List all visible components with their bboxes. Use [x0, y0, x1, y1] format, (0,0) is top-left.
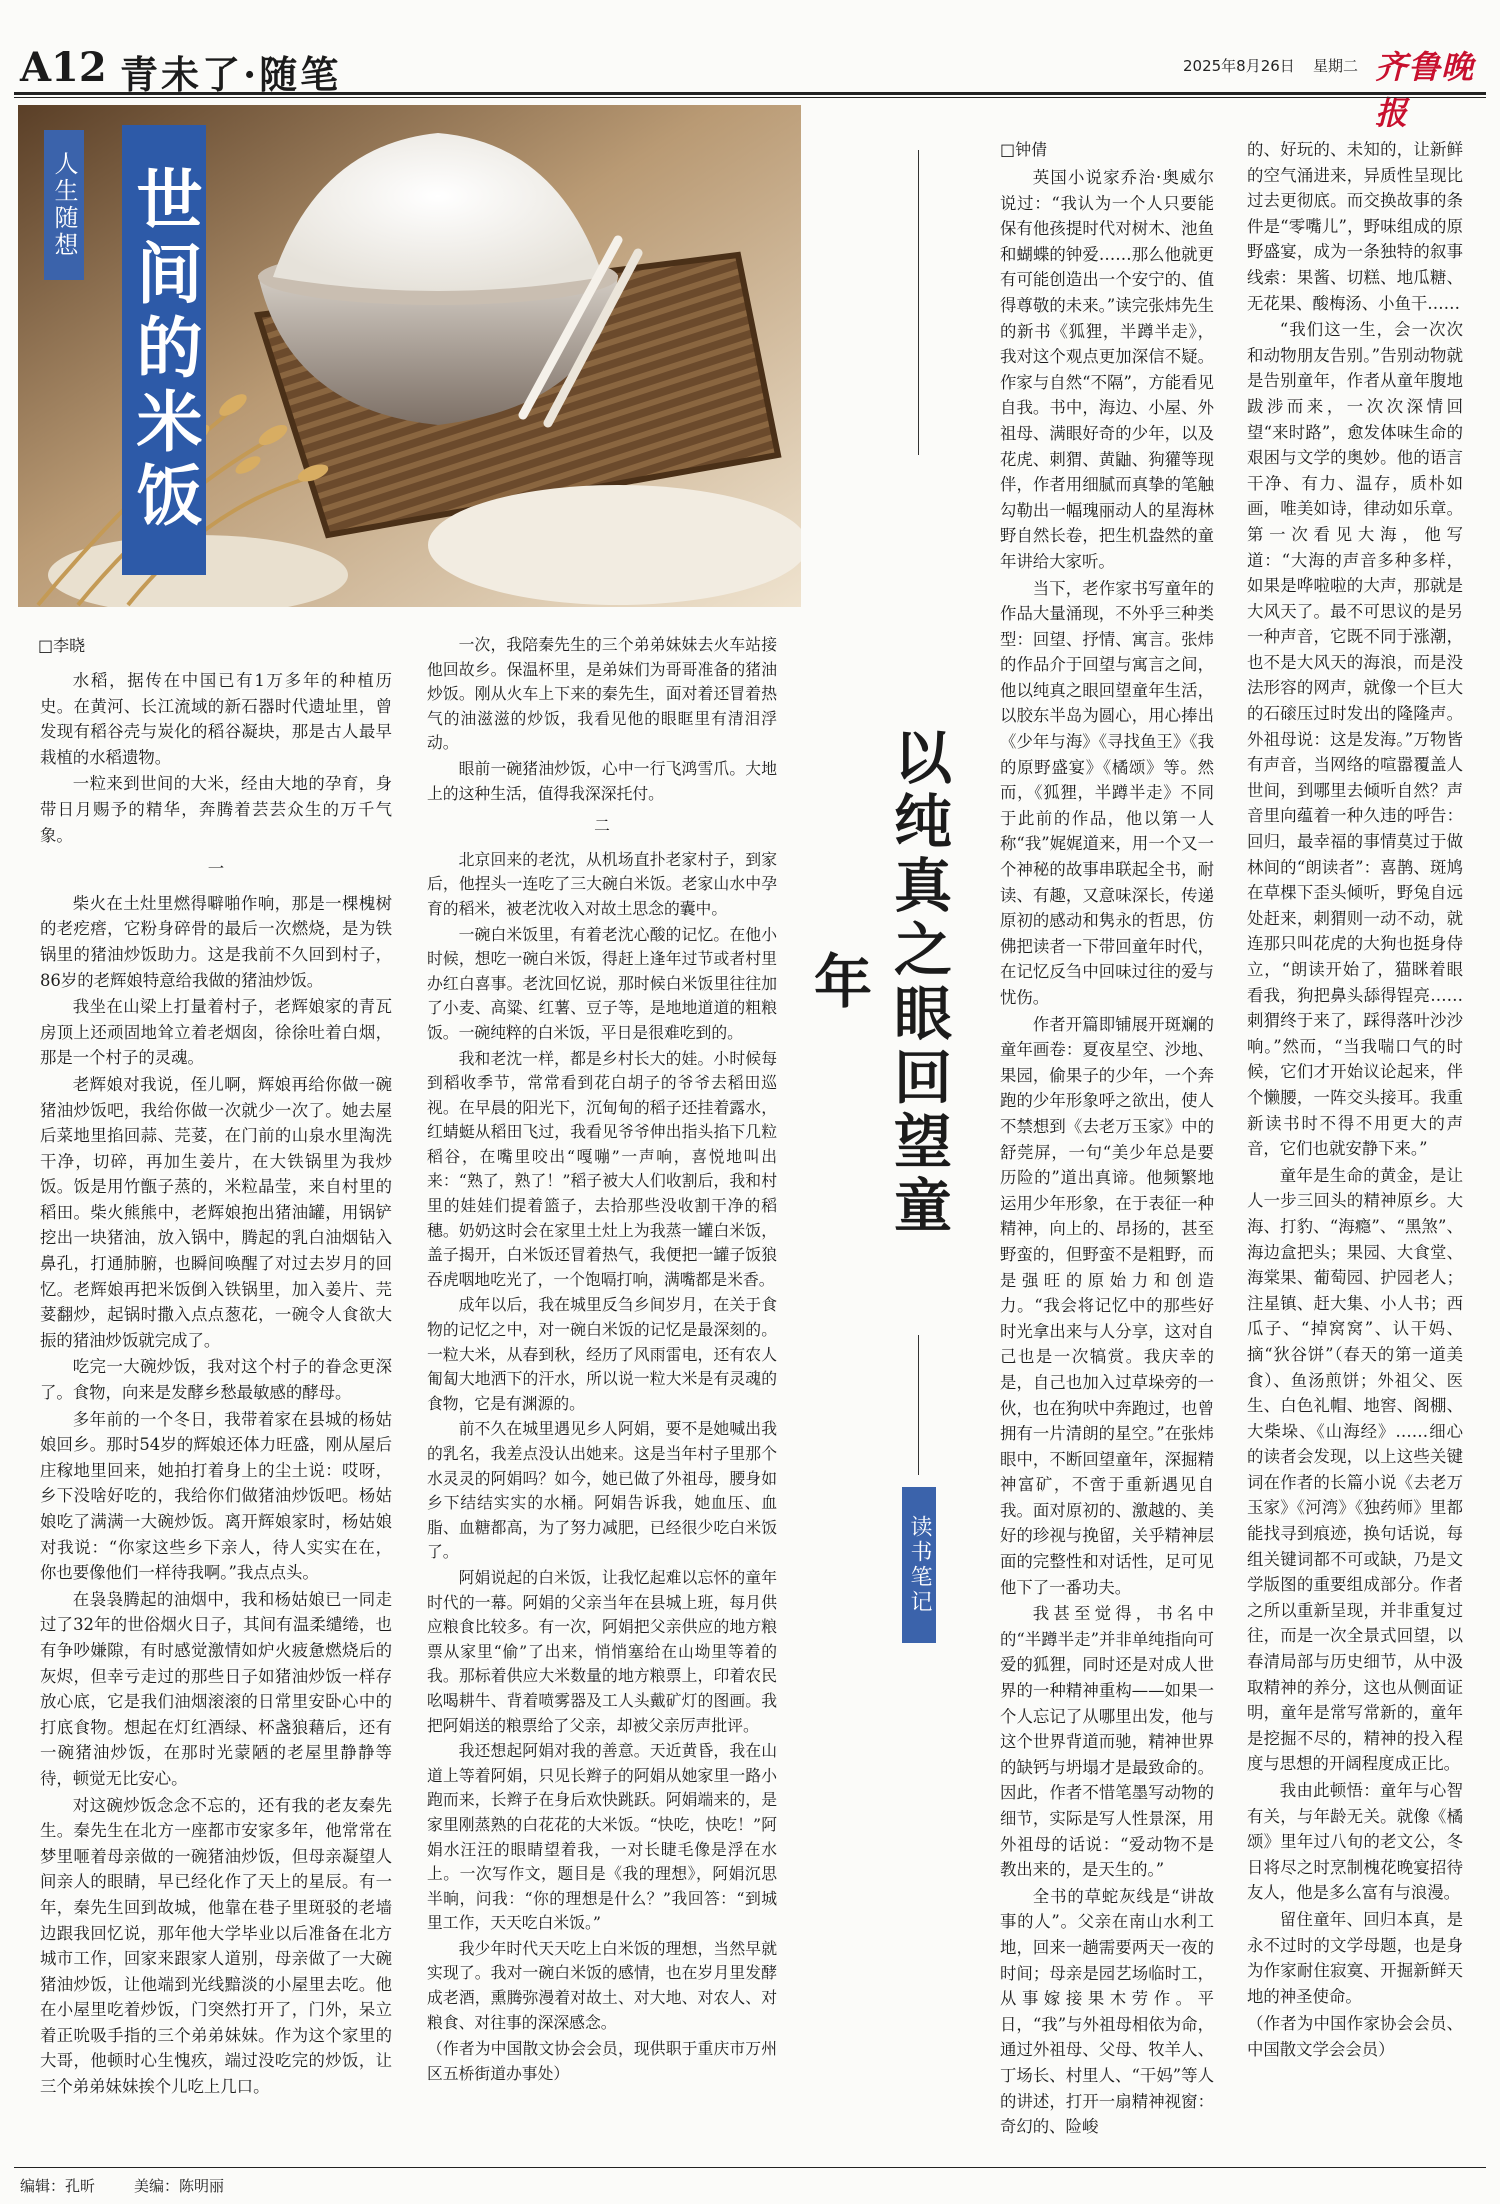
issue-date: 2025年8月26日: [1183, 57, 1295, 75]
paragraph: 我坐在山梁上打量着村子，老辉娘家的青瓦房顶上还顽固地耸立着老烟囱，徐徐吐着白烟，那是一个村子的灵魂。: [40, 997, 392, 1068]
paragraph: “我们这一生，会一次次和动物朋友告别。”告别动物就是告别童年，作者从童年腹地跋涉而来，一次次深情回望“来时路”，愈发体味生命的艰困与文学的奥妙。他的语言干净、有力、温存，质朴如画，唯美如诗，律动如乐章。第一次看见大海，他写道：“大海的声音多种多样，如果是哗啦啦的大声，那就是大风天了。最不可思议的是另一种声音，它既不同于涨潮，也不是大风天的海浪，而是没法形容的网声，就像一个巨大的石磙压过时发出的隆隆声。外祖母说：这是发海。”万物皆有声音，当网络的喧嚣覆盖人世间，到哪里去倾听自然？声音里向蕴着一种久违的呼告：回归，最幸福的事情莫过于做林间的“朗读者”：喜鹊、斑鸠在草棵下歪头倾听，野兔自远处赶来，刺猬则一动不动，就连那只叫花虎的大狗也挺身侍立，“朗读开始了，猫眯着眼看我，狗把鼻头舔得锃亮……刺猬终于来了，踩得落叶沙沙响。”然而，“当我喘口气的时候，它们才开始议论起来，伴个懒腰，一阵交头接耳。我重新读书时不得不用更大的声音，它们也就安静下来。”: [1247, 320, 1463, 1159]
paragraph: 我由此顿悟：童年与心智有关，与年龄无关。就像《橘颂》里年过八旬的老文公，冬日将尽之时烹制槐花晚宴招待友人，他是多么富有与浪漫。: [1247, 1781, 1463, 1903]
editor-credit: 编辑：孔昕: [20, 2177, 96, 2195]
paragraph: 阿娟说起的白米饭，让我忆起难以忘怀的童年时代的一幕。阿娟的父亲当年在县城上班，每月供应粮食比较多。有一次，阿娟把父亲供应的地方粮票从家里“偷”了出来，悄悄塞给在山坳里等着的我。那标着供应大米数量的地方粮票上，印着农民吆喝耕牛、背着喷雾器及工人头戴矿灯的图画。我把阿娟送的粮票给了父亲，却被父亲厉声批评。: [427, 1567, 777, 1735]
paragraph: 水稻，据传在中国已有1万多年的种植历史。在黄河、长江流域的新石器时代遗址里，曾发现有稻谷壳与炭化的稻谷凝块，那是古人最早栽植的水稻遗物。: [40, 671, 392, 767]
paragraph: 老辉娘对我说，侄儿啊，辉娘再给你做一碗猪油炒饭吧，我给你做一次就少一次了。她去屋后菜地里掐回蒜、芫荽，在门前的山泉水里淘洗干净，切碎，再加生姜片，在大铁锅里为我炒饭。饭是用竹甑子蒸的，米粒晶莹，来自村里的稻田。柴火熊熊中，老辉娘抱出猪油罐，用锅铲挖出一块猪油，放入锅中，腾起的乳白油烟钻入鼻孔，打通肺腑，也瞬间唤醒了对过去岁月的回忆。老辉娘再把米饭倒入铁锅里，加入姜片、芫荽翻炒，起锅时撒入点点葱花，一碗令人食欲大振的猪油炒饭就完成了。: [40, 1074, 392, 1350]
article2-column1: [1000, 165, 1214, 2141]
paragraph: 童年是生命的黄金，是让人一步三回头的精神原乡。大海、打豹、“海瘾”、“黑煞”、海边盒把头；果园、大食堂、海棠果、葡萄园、护园老人；注星镇、赶大集、小人书；西瓜子、“掉窝窝”、认干妈、摘“狄谷饼”（春天的第一道美食）、鱼汤煎饼；外祖父、医生、白色礼帽、地窖、阁棚、大柴垛、《山海经》……细心的读者会发现，以上这些关键词在作者的长篇小说《去老万玉家》《河湾》《独药师》里都能找寻到痕迹，换句话说，每组关键词都不可或缺，乃是文学版图的重要组成部分。作者之所以重新呈现，并非重复过往，而是一次全景式回望，以春清局部与历史细节，从中汲取精神的养分，这也从侧面证明，童年是常写常新的，童年是挖掘不尽的，精神的投入程度与思想的开阔程度成正比。: [1247, 1165, 1463, 1774]
header-rule: [14, 92, 1486, 95]
paragraph: 留住童年、回归本真，是永不过时的文学母题，也是身为作家耐住寂寞、开掘新鲜天地的神圣使命。: [1247, 1909, 1463, 2006]
paragraph: 一粒来到世间的大米，经由大地的孕育，身带日月赐予的精华，奔腾着芸芸众生的万千气象。: [40, 774, 392, 845]
article-title-childhood: 以纯真之眼回望童年: [804, 727, 952, 1239]
article1-column2: [427, 633, 777, 2087]
paragraph: 柴火在土灶里燃得噼啪作响，那是一棵槐树的老疙瘩，它粉身碎骨的最后一次燃烧，是为铁锅里的猪油炒饭助力。这是我前不久回到村子，86岁的老辉娘特意给我做的猪油炒饭。: [40, 893, 392, 990]
issue-weekday: 星期二: [1313, 57, 1359, 75]
title-rule-top: [918, 150, 919, 455]
paragraph: 北京回来的老沈，从机场直扑老家村子，到家后，他捏头一连吃了三大碗白米饭。老家山水中孕育的稻米，被老沈收入对故土思念的囊中。: [427, 849, 777, 918]
paragraph: 前不久在城里遇见乡人阿娟，要不是她喊出我的乳名，我差点没认出她来。这是当年村子里那个水灵灵的阿娟吗？如今，她已做了外祖母，腰身如乡下结结实实的水桶。阿娟告诉我，她血压、血脂、血糖都高，为了努力减肥，已经很少吃白米饭了。: [427, 1419, 777, 1562]
paragraph: 吃完一大碗炒饭，我对这个村子的眷念更深了。食物，向来是发酵乡愁最敏感的酵母。: [40, 1357, 392, 1403]
section-title: 青未了·随笔: [120, 52, 342, 97]
paragraph: 多年前的一个冬日，我带着家在县城的杨姑娘回乡。那时54岁的辉娘还体力旺盛，刚从屋后庄稼地里回来，她拍打着身上的尘土说：哎呀，乡下没啥好吃的，我给你们做猪油炒饭吧。杨姑娘吃了满满一大碗炒饭。离开辉娘家时，杨姑娘对我说：“你家这些乡下亲人，待人实实在在，你也要像他们一样待我啊。”我点点头。: [40, 1409, 392, 1583]
section-number: 二: [594, 816, 610, 836]
author-note: （作者为中国散文协会会员，现供职于重庆市万州区五桥街道办事处）: [427, 2039, 777, 2083]
paragraph: 对这碗炒饭念念不忘的，还有我的老友秦先生。秦先生在北方一座都市安家多年，他常常在梦里咂着母亲做的一碗猪油炒饭，但母亲凝望人间亲人的眼睛，早已经化作了天上的星辰。有一年，秦先生回到故城，他靠在巷子里斑驳的老墙边跟我回忆说，那年他大学毕业以后准备在北方城市工作，回家来跟家人道别，母亲做了一大碗猪油炒饭，让他端到光线黯淡的小屋里去吃。他在小屋里吃着炒饭，门突然打开了，门外，呆立着正吮吸手指的三个弟弟妹妹。作为这个家里的大哥，他顿时心生愧疚，端过没吃完的炒饭，让三个弟弟妹妹挨个儿吃上几口。: [40, 1795, 392, 2097]
column-tag-life: 人生随想: [44, 130, 84, 280]
footer-rule: [14, 2167, 1486, 2168]
section-number: 一: [207, 859, 225, 879]
article-title-rice: 世间的米饭: [122, 125, 206, 575]
column-tag-reading: 读书笔记: [902, 1487, 936, 1643]
paragraph: 成年以后，我在城里反刍乡间岁月，在关于食物的记忆之中，对一碗白米饭的记忆是最深刻的。一粒大米，从春到秋，经历了风雨雷电，还有农人匍匐大地洒下的汗水，所以说一粒大米是有灵魂的食物，它是有渊源的。: [427, 1295, 777, 1413]
paragraph: 当下，老作家书写童年的作品大量涌现，不外乎三种类型：回望、抒情、寓言。张炜的作品介于回望与寓言之间，他以纯真之眼回望童年生活，以胶东半岛为圆心，用心捧出《少年与海》《寻找鱼王》《我的原野盛宴》《橘颂》等。然而，《狐狸，半蹲半走》不同于此前的作品，他以第一人称“我”娓娓道来，用一个又一个神秘的故事串联起全书，耐读、有趣，又意味深长，传递原初的感动和隽永的哲思，仿佛把读者一下带回童年时代，在记忆反刍中回味过往的爱与忧伤。: [1000, 578, 1214, 1007]
paragraph: 眼前一碗猪油炒饭，心中一行飞鸿雪爪。大地上的这种生活，值得我深深托付。: [427, 758, 777, 803]
article1-column1: [40, 668, 392, 2101]
header-rule-thin: [14, 97, 1486, 98]
paragraph: 我少年时代天天吃上白米饭的理想，当然早就实现了。我对一碗白米饭的感情，也在岁月里发酵成老酒，熏腾弥漫着对故土、对大地、对农人、对粮食、对往事的深深感念。: [427, 1938, 777, 2032]
article2-column2: [1247, 137, 1463, 2064]
page-number: A12: [20, 44, 107, 91]
paragraph: 在袅袅腾起的油烟中，我和杨姑娘已一同走过了32年的世俗烟火日子，其间有温柔缱绻，也有争吵嫌隙，有时感觉激情如炉火疲惫燃烧后的灰烬，但幸亏走过的那些日子如猪油炒饭一样存放心底，它是我们油烟滚滚的日常里安卧心中的打底食物。想起在灯红酒绿、杯盏狼藉后，还有一碗猪油炒饭，在那时光蒙陋的老屋里静静等待，顿觉无比安心。: [40, 1589, 392, 1788]
paragraph: 一次，我陪秦先生的三个弟弟妹妹去火车站接他回故乡。保温杯里，是弟妹们为哥哥准备的猪油炒饭。刚从火车上下来的秦先生，面对着还冒着热气的油滋滋的炒饭，我看见他的眼眶里有清泪浮动。: [427, 635, 777, 753]
newspaper-logo: 齐鲁晚报: [1375, 48, 1475, 132]
paragraph: 我甚至觉得，书名中的“半蹲半走”并非单纯指向可爱的狐狸，同时还是对成人世界的一种精神重构——如果一个人忘记了从哪里出发，他与这个世界背道而驰，精神世界的缺钙与坍塌才是最致命的。因此，作者不惜笔墨写动物的细节，实际是写人性景深，用外祖母的话说：“爱动物不是教出来的，是天生的。”: [1000, 1604, 1214, 1880]
paragraph: 作者开篇即铺展开斑斓的童年画卷：夏夜星空、沙地、果园，偷果子的少年，一个奔跑的少年形象呼之欲出，使人不禁想到《去老万玉家》中的舒莞屏，一句“美少年总是要历险的”道出真谛。他频繁地运用少年形象，在于表征一种精神，向上的、昂扬的，甚至野蛮的，但野蛮不是粗野，而是强旺的原始力和创造力。“我会将记忆中的那些好时光拿出来与人分享，这对自己也是一次犒赏。我庆幸的是，自己也加入过草垛旁的一伙，也在狗吠中奔跑过，也曾拥有一片清朗的星空。”在张炜眼中，不断回望童年，深掘精神富矿，不啻于重新遇见自我。面对原初的、激越的、美好的珍视与挽留，关乎精神层面的完整性和对话性，足可见他下了一番功夫。: [1000, 1014, 1214, 1597]
paragraph: 我和老沈一样，都是乡村长大的娃。小时候每到稻收季节，常常看到花白胡子的爷爷去稻田巡视。在早晨的阳光下，沉甸甸的稻子还挂着露水，红蜻蜓从稻田飞过，我看见爷爷伸出指头掐下几粒稻谷，在嘴里咬出“嘎嘣”一声响，喜悦地叫出来：“熟了，熟了！”稻子被大人们收割后，我和村里的娃娃们提着篮子，去拾那些没收割干净的稻穗。奶奶这时会在家里土灶上为我蒸一罐白米饭，盖子揭开，白米饭还冒着热气，我便把一罐子饭狼吞虎咽地吃光了，一个饱嗝打响，满嘴都是米香。: [427, 1048, 777, 1289]
title-rule-bottom: [918, 1335, 919, 1475]
paragraph: 我还想起阿娟对我的善意。天近黄昏，我在山道上等着阿娟，只见长辫子的阿娟从她家里一路小跑而来，长辫子在身后欢快跳跃。阿娟端来的，是家里刚蒸熟的白花花的大米饭。“快吃，快吃！”阿娟水汪汪的眼睛望着我，一对长睫毛像是浮在水上。一次写作文，题目是《我的理想》，阿娟沉思半晌，问我：“你的理想是什么？”我回答：“到城里工作，天天吃白米饭。”: [427, 1741, 777, 1933]
paragraph: 的、好玩的、未知的，让新鲜的空气涌进来，异质性呈现比过去更彻底。而交换故事的条件是“零嘴儿”，野味组成的原野盛宴，成为一条独特的叙事线索：果酱、切糕、地瓜糖、无花果、酸梅汤、小鱼干……: [1247, 140, 1463, 313]
author-note: （作者为中国作家协会会员、中国散文学会会员）: [1247, 2014, 1463, 2059]
paragraph: 全书的草蛇灰线是“讲故事的人”。父亲在南山水利工地，回来一趟需要两天一夜的时间；母亲是园艺场临时工，从事嫁接果木劳作。平日，“我”与外祖母相依为命，通过外祖母、父母、牧羊人、丁场长、村里人、“干妈”等人的讲述，打开一扇精神视窗：奇幻的、险峻: [1000, 1886, 1214, 2137]
designer-credit: 美编：陈明丽: [134, 2177, 225, 2195]
byline-li-xiao: □李晓: [38, 636, 86, 655]
byline-zhong-qian: □钟倩: [1000, 140, 1048, 159]
paragraph: 英国小说家乔治·奥威尔说过：“我认为一个人只要能保有他孩提时代对树木、池鱼和蝴蝶的钟爱……那么他就更有可能创造出一个安宁的、值得尊敬的未来。”读完张炜先生的新书《狐狸，半蹲半走》，我对这个观点更加深信不疑。作家与自然“不隔”，方能看见自我。书中，海边、小屋、外祖母、满眼好奇的少年，以及花虎、刺猬、黄鼬、狗獾等现伴，作者用细腻而真挚的笔触勾勒出一幅瑰丽动人的星海林野自然长卷，把生机盎然的童年讲给大家听。: [1000, 168, 1214, 571]
paragraph: 一碗白米饭里，有着老沈心酸的记忆。在他小时候，想吃一碗白米饭，得赶上逢年过节或者村里办红白喜事。老沈回忆说，那时候白米饭里往往加了小麦、高粱、红薯、豆子等，是地地道道的粗粮饭。一碗纯粹的白米饭，平日是很难吃到的。: [427, 924, 777, 1042]
